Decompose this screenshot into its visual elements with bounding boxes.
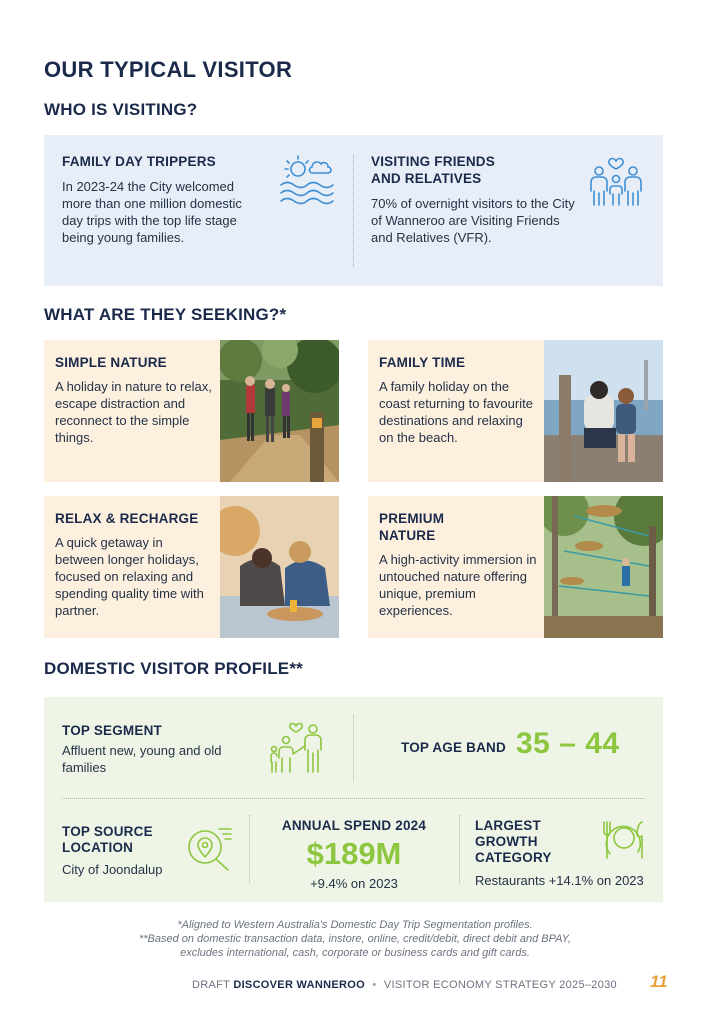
top-segment-label: TOP SEGMENT: [62, 723, 162, 738]
family-segment-icon: [269, 720, 331, 774]
footer-separator: •: [372, 979, 377, 991]
top-age-band-label: TOP AGE BAND: [401, 740, 506, 755]
footnote-2: **Based on domestic transaction data, instore, online, credit/debit, direct debit and BPAY,: [138, 933, 572, 945]
seeking-heading: WHAT ARE THEY SEEKING?*: [44, 305, 287, 324]
family-day-trippers-block: [62, 153, 262, 246]
vfr-title-line1: VISITING FRIENDS: [371, 154, 495, 169]
simple-nature-card: [44, 340, 339, 482]
card-title: FAMILY TIME: [379, 355, 466, 370]
footnote-3: excludes international, cash, corporate or business cards and gift cards.: [180, 947, 530, 959]
page-number: 11: [650, 972, 668, 991]
relax-recharge-card: [44, 496, 339, 638]
annual-spend-change: +9.4% on 2023: [310, 876, 398, 891]
annual-spend-block: [269, 818, 439, 892]
largest-growth-label-line3: CATEGORY: [475, 850, 552, 865]
annual-spend-label: ANNUAL SPEND 2024: [281, 818, 427, 833]
who-divider: [353, 155, 354, 267]
profile-divider: [459, 815, 460, 883]
who-visiting-panel: [44, 135, 663, 286]
family-time-card: [368, 340, 663, 482]
who-visiting-heading: WHO IS VISITING?: [44, 100, 198, 119]
treetop-adventure-photo: [544, 496, 663, 638]
card-title-line1: PREMIUM: [379, 511, 445, 526]
footer-prefix: DRAFT: [192, 979, 230, 991]
card-body: A holiday in nature to relax, escape distraction and reconnect to the simple things.: [55, 379, 212, 445]
vfr-title-line2: AND RELATIVES: [371, 171, 482, 186]
profile-divider: [249, 815, 250, 883]
top-segment-value: Affluent new, young and old families: [62, 743, 222, 775]
card-title: [379, 510, 539, 544]
card-title-line2: NATURE: [379, 528, 436, 543]
footer-doc-title: VISITOR ECONOMY STRATEGY 2025–2030: [383, 979, 617, 991]
top-source-value: City of Joondalup: [62, 862, 163, 877]
beach-icon: [278, 153, 336, 209]
location-search-icon: [185, 825, 235, 873]
card-body: A quick getaway in between longer holidays, focused on relaxing and spending quality time with partner.: [55, 535, 204, 618]
top-age-band-value: 35 – 44: [516, 727, 620, 760]
vfr-body: 70% of overnight visitors to the City of Wanneroo are Visiting Friends and Relatives (VFR).: [371, 196, 575, 245]
page-footer: [192, 979, 617, 991]
couple-relaxing-photo: [220, 496, 339, 638]
visitor-profile-heading: DOMESTIC VISITOR PROFILE**: [44, 659, 303, 678]
top-source-block: [62, 824, 192, 878]
page-title: OUR TYPICAL VISITOR: [44, 57, 293, 82]
top-source-label: [62, 824, 192, 856]
card-title: SIMPLE NATURE: [55, 355, 167, 370]
vfr-title: [371, 153, 576, 187]
family-jetty-photo: [544, 340, 663, 482]
annual-spend-value: $189M: [306, 836, 402, 871]
family-heart-icon: [587, 151, 645, 209]
top-source-label-line1: TOP SOURCE: [62, 824, 153, 839]
visitor-profile-panel: [44, 697, 663, 902]
largest-growth-label-line2: GROWTH: [475, 834, 538, 849]
card-body: A high-activity immersion in untouched nature offering unique, premium experiences.: [379, 552, 537, 618]
largest-growth-label-line1: LARGEST: [475, 818, 541, 833]
footer-brand: DISCOVER WANNEROO: [233, 979, 365, 991]
family-day-trippers-title: FAMILY DAY TRIPPERS: [62, 154, 216, 169]
profile-divider: [353, 715, 354, 781]
family-day-trippers-body: In 2023-24 the City welcomed more than one million domestic day trips with the top life stage being young families.: [62, 179, 242, 245]
top-segment-block: [62, 723, 252, 776]
footnotes: [60, 918, 650, 960]
top-source-label-line2: LOCATION: [62, 840, 134, 855]
hikers-photo: [220, 340, 339, 482]
card-body: A family holiday on the coast returning to favourite destinations and relaxing on the beach.: [379, 379, 533, 445]
card-title: RELAX & RECHARGE: [55, 511, 199, 526]
footnote-1: *Aligned to Western Australia's Domestic Day Trip Segmentation profiles.: [177, 919, 533, 931]
largest-growth-value: Restaurants +14.1% on 2023: [475, 873, 644, 888]
profile-divider: [62, 798, 645, 799]
vfr-block: [371, 153, 576, 246]
dining-icon: [600, 814, 650, 860]
premium-nature-card: [368, 496, 663, 638]
